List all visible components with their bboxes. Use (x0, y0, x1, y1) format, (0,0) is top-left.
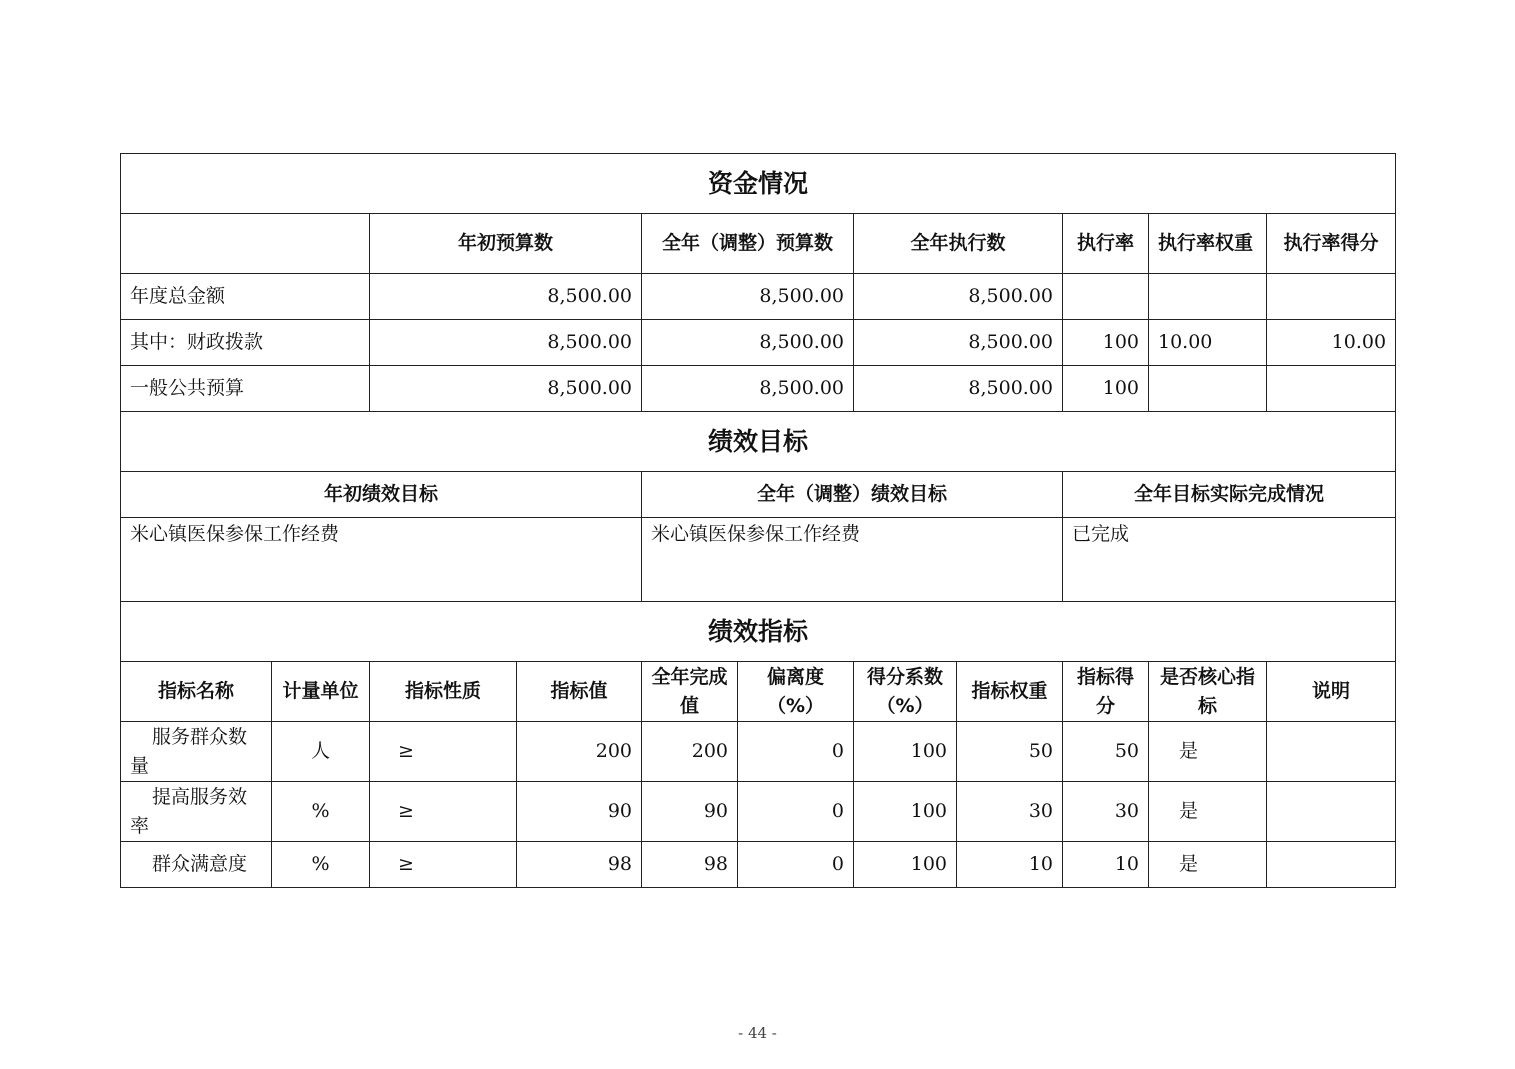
indicator-coef: 100 (854, 842, 957, 888)
indicator-deviation: 0 (738, 842, 854, 888)
funds-header-executed: 全年执行数 (854, 214, 1063, 274)
indicator-score: 50 (1063, 722, 1149, 782)
goals-initial-text: 米心镇医保参保工作经费 (121, 518, 642, 602)
indicator-coef: 100 (854, 782, 957, 842)
funds-header-adjusted: 全年（调整）预算数 (642, 214, 854, 274)
funds-header-score: 执行率得分 (1267, 214, 1396, 274)
indicator-header-weight: 指标权重 (957, 662, 1063, 722)
indicator-target: 90 (517, 782, 642, 842)
indicator-nature: ≥ (370, 782, 517, 842)
funds-rate-value: 100 (1063, 366, 1149, 412)
indicator-nature: ≥ (370, 722, 517, 782)
indicator-core: 是 (1149, 782, 1267, 842)
indicator-header-target: 指标值 (517, 662, 642, 722)
indicator-row (121, 782, 1396, 842)
funds-score-value: 10.00 (1267, 320, 1396, 366)
goals-adjusted-text: 米心镇医保参保工作经费 (642, 518, 1063, 602)
indicator-row (121, 842, 1396, 888)
indicator-header-coef: 得分系数（%） (854, 662, 957, 722)
goals-header-initial: 年初绩效目标 (121, 472, 642, 518)
funds-score-value (1267, 274, 1396, 320)
goals-section-title: 绩效目标 (121, 412, 1396, 472)
indicator-weight: 10 (957, 842, 1063, 888)
indicator-header-actual: 全年完成值 (642, 662, 738, 722)
funds-weight-value (1149, 366, 1267, 412)
indicator-row (121, 722, 1396, 782)
funds-weight-value (1149, 274, 1267, 320)
indicator-header-score: 指标得分 (1063, 662, 1149, 722)
funds-adjusted-value: 8,500.00 (642, 274, 854, 320)
funds-row-label: 一般公共预算 (121, 366, 370, 412)
indicator-name: 群众满意度 (121, 842, 272, 888)
indicator-actual: 98 (642, 842, 738, 888)
indicator-header-deviation: 偏离度（%） (738, 662, 854, 722)
page-number: - 44 - (738, 1024, 777, 1042)
funds-header-weight: 执行率权重 (1149, 214, 1267, 274)
indicator-name: 提高服务效率 (121, 782, 272, 842)
indicator-target: 200 (517, 722, 642, 782)
funds-header-initial: 年初预算数 (370, 214, 642, 274)
indicator-score: 10 (1063, 842, 1149, 888)
funds-initial-value: 8,500.00 (370, 274, 642, 320)
indicator-weight: 30 (957, 782, 1063, 842)
indicator-header-nature: 指标性质 (370, 662, 517, 722)
funds-executed-value: 8,500.00 (854, 366, 1063, 412)
goals-header-actual: 全年目标实际完成情况 (1063, 472, 1396, 518)
indicator-actual: 200 (642, 722, 738, 782)
indicator-unit: 人 (272, 722, 370, 782)
indicator-note (1267, 722, 1396, 782)
indicator-header-unit: 计量单位 (272, 662, 370, 722)
indicator-core: 是 (1149, 722, 1267, 782)
indicator-nature: ≥ (370, 842, 517, 888)
funds-adjusted-value: 8,500.00 (642, 320, 854, 366)
indicators-section-title: 绩效指标 (121, 602, 1396, 662)
funds-executed-value: 8,500.00 (854, 320, 1063, 366)
indicator-core: 是 (1149, 842, 1267, 888)
funds-row-label: 其中：财政拨款 (121, 320, 370, 366)
funds-executed-value: 8,500.00 (854, 274, 1063, 320)
funds-rate-value (1063, 274, 1149, 320)
funds-score-value (1267, 366, 1396, 412)
funds-adjusted-value: 8,500.00 (642, 366, 854, 412)
indicator-deviation: 0 (738, 722, 854, 782)
indicator-actual: 90 (642, 782, 738, 842)
indicator-note (1267, 842, 1396, 888)
funds-rate-value: 100 (1063, 320, 1149, 366)
indicator-header-note: 说明 (1267, 662, 1396, 722)
indicator-coef: 100 (854, 722, 957, 782)
indicator-target: 98 (517, 842, 642, 888)
funds-row (121, 320, 1396, 366)
funds-weight-value: 10.00 (1149, 320, 1267, 366)
indicator-unit: % (272, 842, 370, 888)
indicator-score: 30 (1063, 782, 1149, 842)
funds-row (121, 366, 1396, 412)
indicator-deviation: 0 (738, 782, 854, 842)
indicator-unit: % (272, 782, 370, 842)
indicator-header-core: 是否核心指标 (1149, 662, 1267, 722)
funds-row-label: 年度总金额 (121, 274, 370, 320)
goals-actual-text: 已完成 (1063, 518, 1396, 602)
indicator-note (1267, 782, 1396, 842)
funds-header-rate: 执行率 (1063, 214, 1149, 274)
funds-header-blank (121, 214, 370, 274)
indicator-name: 服务群众数量 (121, 722, 272, 782)
funds-initial-value: 8,500.00 (370, 366, 642, 412)
performance-table (120, 153, 1396, 888)
indicator-weight: 50 (957, 722, 1063, 782)
goals-header-adjusted: 全年（调整）绩效目标 (642, 472, 1063, 518)
funds-row (121, 274, 1396, 320)
funds-initial-value: 8,500.00 (370, 320, 642, 366)
indicator-header-name: 指标名称 (121, 662, 272, 722)
funds-section-title: 资金情况 (121, 154, 1396, 214)
